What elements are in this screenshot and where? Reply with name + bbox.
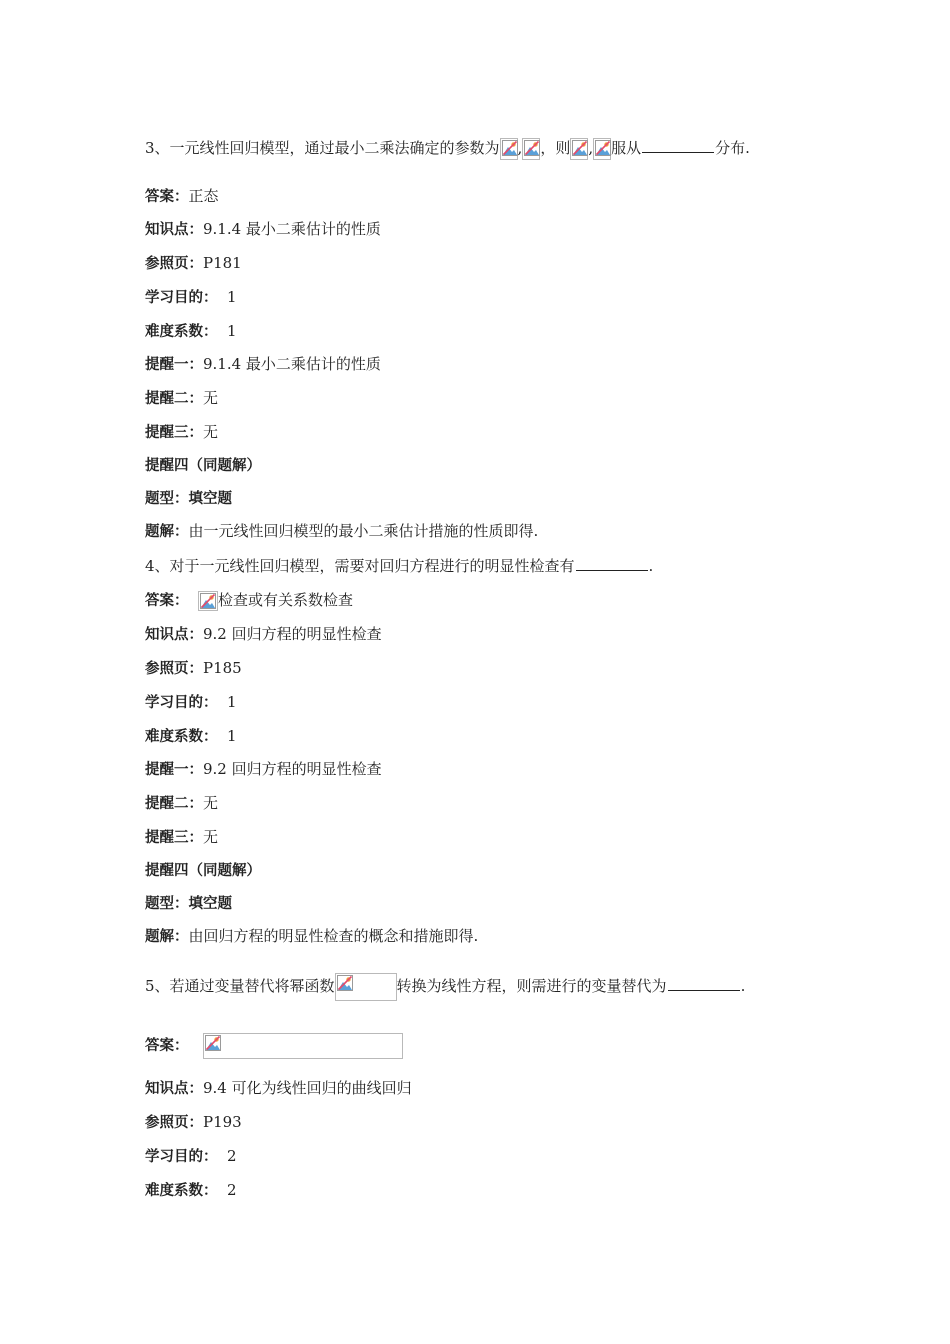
answer-label: 答案： xyxy=(145,189,189,205)
q4-solution-row xyxy=(145,926,478,946)
q4-hint4-row xyxy=(145,860,261,880)
q4-hint3-row xyxy=(145,827,218,847)
difficulty-label: 难度系数： xyxy=(145,324,218,340)
difficulty-value: 2 xyxy=(227,1181,237,1199)
q4-answer-row xyxy=(145,590,353,610)
page-ref-label: 参照页： xyxy=(145,1115,203,1131)
broken-image-icon xyxy=(203,1033,403,1059)
goal-value: 2 xyxy=(227,1147,237,1165)
type-value: 填空题 xyxy=(188,491,232,507)
answer-label: 答案： xyxy=(145,593,189,609)
separator: , xyxy=(517,139,523,157)
goal-value: 1 xyxy=(227,693,237,711)
knowledge-label: 知识点： xyxy=(145,627,203,643)
solution-label: 题解： xyxy=(145,524,189,540)
q3-answer-row xyxy=(145,186,219,206)
separator: , xyxy=(588,139,594,157)
knowledge-value: 9.4 可化为线性回归的曲线回归 xyxy=(203,1079,412,1097)
q4-question-text: 4、对于一元线性回归模型，需要对回归方程进行的明显性检查有 xyxy=(145,557,575,575)
q5-knowledge-row xyxy=(145,1078,412,1098)
answer-label: 答案： xyxy=(145,1038,189,1054)
knowledge-value: 9.1.4 最小二乘估计的性质 xyxy=(203,220,381,238)
q4-hint1-row xyxy=(145,759,382,779)
hint3-label: 提醒三： xyxy=(145,830,203,846)
fill-blank xyxy=(668,977,740,991)
q5-difficulty-row xyxy=(145,1180,237,1200)
q3-goal-row xyxy=(145,287,237,307)
hint1-value: 9.2 回归方程的明显性检查 xyxy=(203,760,382,778)
knowledge-label: 知识点： xyxy=(145,222,203,238)
goal-label: 学习目的： xyxy=(145,695,218,711)
goal-label: 学习目的： xyxy=(145,1149,218,1165)
solution-value: 由一元线性回归模型的最小二乘估计措施的性质即得. xyxy=(188,522,539,540)
page-ref-value: P181 xyxy=(203,254,242,272)
solution-label: 题解： xyxy=(145,929,189,945)
q3-hint2-row xyxy=(145,388,218,408)
page-ref-value: P185 xyxy=(203,659,242,677)
q5-question-end: . xyxy=(740,977,746,995)
type-label: 题型： xyxy=(145,491,189,507)
hint3-value: 无 xyxy=(203,423,219,441)
q5-question-text: 5、若通过变量替代将幂函数 xyxy=(145,977,335,995)
page-ref-label: 参照页： xyxy=(145,661,203,677)
q4-hint2-row xyxy=(145,793,218,813)
q3-hint4-row xyxy=(145,455,261,475)
q5-answer-row xyxy=(145,1033,403,1053)
type-value: 填空题 xyxy=(188,896,232,912)
hint4-label: 提醒四（同题解） xyxy=(145,458,261,474)
difficulty-value: 1 xyxy=(227,322,237,340)
hint1-label: 提醒一： xyxy=(145,762,203,778)
q3-hint3-row xyxy=(145,422,218,442)
hint2-value: 无 xyxy=(203,389,219,407)
page-ref-value: P193 xyxy=(203,1113,242,1131)
broken-image-icon xyxy=(522,138,540,160)
q3-type-row xyxy=(145,488,232,508)
broken-image-icon xyxy=(500,138,518,160)
hint1-label: 提醒一： xyxy=(145,357,203,373)
answer-value: 正态 xyxy=(188,187,219,205)
page-ref-label: 参照页： xyxy=(145,256,203,272)
q3-knowledge-row xyxy=(145,219,381,239)
goal-value: 1 xyxy=(227,288,237,306)
q3-question-text: 3、一元线性回归模型，通过最小二乘法确定的参数为 xyxy=(145,139,500,157)
hint2-value: 无 xyxy=(203,794,219,812)
hint2-label: 提醒二： xyxy=(145,391,203,407)
q4-knowledge-row xyxy=(145,624,382,644)
q4-goal-row xyxy=(145,692,237,712)
q3-question xyxy=(145,138,750,158)
q4-difficulty-row xyxy=(145,726,237,746)
q3-question-end: 分布. xyxy=(715,139,750,157)
hint3-value: 无 xyxy=(203,828,219,846)
goal-label: 学习目的： xyxy=(145,290,218,306)
q3-difficulty-row xyxy=(145,321,237,341)
knowledge-value: 9.2 回归方程的明显性检查 xyxy=(203,625,382,643)
q4-question-end: . xyxy=(648,557,654,575)
difficulty-label: 难度系数： xyxy=(145,1183,218,1199)
broken-image-icon xyxy=(570,138,588,160)
broken-image-icon xyxy=(593,138,611,160)
q3-hint1-row xyxy=(145,354,381,374)
q5-page-row xyxy=(145,1112,242,1132)
type-label: 题型： xyxy=(145,896,189,912)
difficulty-value: 1 xyxy=(227,727,237,745)
q5-question xyxy=(145,973,745,993)
fill-blank xyxy=(576,557,648,571)
q5-goal-row xyxy=(145,1146,237,1166)
q4-type-row xyxy=(145,893,232,913)
hint2-label: 提醒二： xyxy=(145,796,203,812)
fill-blank xyxy=(642,139,714,153)
q3-solution-row xyxy=(145,521,538,541)
broken-image-icon xyxy=(198,591,218,611)
hint1-value: 9.1.4 最小二乘估计的性质 xyxy=(203,355,381,373)
hint3-label: 提醒三： xyxy=(145,425,203,441)
q3-question-mid: ，则 xyxy=(540,139,571,157)
q5-question-post: 转换为线性方程，则需进行的变量替代为 xyxy=(396,977,667,995)
answer-value: 检查或有关系数检查 xyxy=(218,591,354,609)
q4-page-row xyxy=(145,658,242,678)
hint4-label: 提醒四（同题解） xyxy=(145,863,261,879)
q3-page-row xyxy=(145,253,242,273)
knowledge-label: 知识点： xyxy=(145,1081,203,1097)
broken-image-icon xyxy=(335,973,397,1001)
q4-question xyxy=(145,556,653,576)
q3-question-post: 服从 xyxy=(611,139,642,157)
solution-value: 由回归方程的明显性检查的概念和措施即得. xyxy=(188,927,479,945)
difficulty-label: 难度系数： xyxy=(145,729,218,745)
